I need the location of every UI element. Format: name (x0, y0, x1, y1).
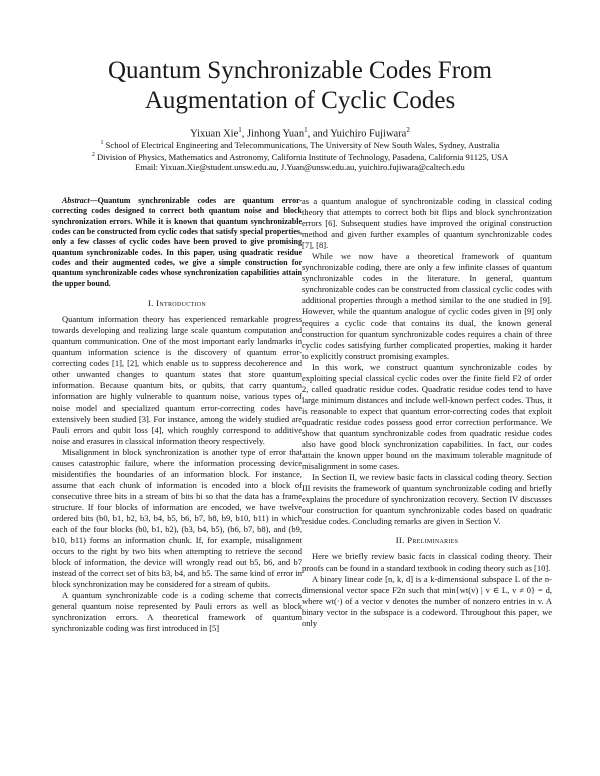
author-2-affil-mark: 1 (304, 126, 308, 134)
author-2: Jinhong Yuan (247, 128, 305, 140)
affiliation-1-mark: 1 (100, 140, 104, 146)
title-line-1: Quantum Synchronizable Codes From (108, 57, 492, 84)
left-column (52, 196, 302, 635)
abstract (52, 196, 302, 289)
intro-paragraph-4: as a quantum analogue of synchronizable coding in classical coding theory that attempts to correct both bit flips and block synchronization errors [6]. Subsequent studies have improved the original construction method and given further examples of quantum synchronizable codes [7], [8]. (302, 196, 552, 251)
affiliation-2-text: Division of Physics, Mathematics and Astronomy, California Institute of Technology, Pasadena, California 91125, USA (94, 151, 509, 162)
author-separator-1: , (241, 128, 247, 140)
author-3-affil-mark: 2 (406, 126, 410, 134)
author-separator-2: , and (307, 128, 331, 140)
intro-paragraph-2: Misalignment in block synchronization is another type of error that causes catastrophic failure, where the information processing device misidentifies the boundaries of an information block. For instance, assume that each chunk of information is encoded into a block of consecutive three bits in a stream of bits bi so that the data has a frame structure. If four blocks of information are encoded, we have twelve ordered bits (b0, b1, b2, b3, b4, b5, b6, b7, b8, b9, b10, b11) in which each of the four blocks (b0, b1, b2), (b3, b4, b5), (b6, b7, b8), and (b9, b10, b11) forms an information chunk. If, for example, misalignment occurs to the right by two bits when attempting to retrieve the second block of information, the device will wrongly read out b5, b6, and b7 instead of the correct set of bits b3, b4, and b5. The same kind of error in block synchronization may be considered for a stream of qubits. (52, 446, 302, 590)
prelim-paragraph-2: A binary linear code [n, k, d] is a k-dimensional subspace L of the n-dimensional vector space F2n such that min{wt(v) | v ∈ L, v ≠ 0} = d, where wt(·) of a vector v denotes the number of nonzero entries in v. A binary vector in the subspace is a codeword. Throughout this paper, we only (302, 573, 552, 628)
affiliation-1 (20, 138, 580, 151)
intro-paragraph-1: Quantum information theory has experienced remarkable progress towards developing and realizing large scale quantum computation and quantum communication. One of the most important early landmarks in quantum information science is the discovery of quantum error-correcting codes [1], [2], which enable us to suppress decoherence and other unwanted changes to quantum states that store quantum information. Because quantum bits, or qubits, that carry quantum information are highly vulnerable to quantum noise, various types of noise model and specialized quantum error-correcting codes have extensively been studied [3]. For instance, among the widely studied are Pauli errors and qubit loss [4], which roughly correspond to additive noise and erasures in classical information theory respectively. (52, 314, 302, 446)
title-line-2: Augmentation of Cyclic Codes (144, 87, 456, 114)
affiliation-1-text: School of Electrical Engineering and Telecommunications, The University of New South Wales, Sydney, Australia (103, 139, 500, 150)
author-3: Yuichiro Fujiwara (330, 128, 407, 140)
abstract-text: —Quantum synchronizable codes are quantum error-correcting codes designed to correct both quantum noise and block synchronization errors. While it is known that quantum synchronizable codes can be constructed from cyclic codes that satisfy special properties, only a few classes of cyclic codes have been proved to give promising quantum synchronizable codes. In this paper, using quadratic residue codes and their augmented codes, we give a simple construction for quantum synchronizable codes whose synchronization capabilities attain the upper bound. (52, 196, 302, 288)
prelim-paragraph-1: Here we briefly review basic facts in classical coding theory. Their proofs can be found in a standard textbook in coding theory such as [10]. (302, 551, 552, 573)
section-heading-preliminaries: II. Preliminaries (395, 535, 459, 546)
affiliation-2-mark: 2 (91, 152, 95, 158)
paper-title (40, 56, 560, 116)
abstract-lead: Abstract (62, 196, 90, 205)
section-heading-introduction: I. Introduction (147, 298, 207, 309)
author-1: Yixuan Xie (190, 128, 239, 140)
intro-paragraph-5: While we now have a theoretical framework of quantum synchronizable coding, there are only a few infinite classes of quantum synchronizable codes in the literature. In general, quantum synchronizable codes can be constructed from classical cyclic codes with additional properties through a method similar to the one studied in [9]. However, while the quantum analogue of cyclic codes given in [9] only requires a cyclic code that contains its dual, the known general construction for quantum synchronizable codes requires a chain of three cyclic codes satisfying further complicated properties, making it harder to explicitly construct promising examples. (302, 251, 552, 361)
intro-paragraph-6: In this work, we construct quantum synchronizable codes by exploiting special classical cyclic codes over the finite field F2 of order 2, called quadratic residue codes. Quadratic residue codes tend to have large minimum distances and include well-known perfect codes. Thus, it is reasonable to expect that quantum error-correcting codes that exploit quadratic residue codes possess good error correction performance. We show that quantum synchronizable codes from quadratic residue codes also have good block synchronization capabilities. In fact, our codes attain the known upper bound on the maximum tolerable magnitude of misalignment in some cases. (302, 361, 552, 472)
author-1-affil-mark: 1 (238, 126, 242, 134)
affiliation-2 (20, 150, 580, 163)
intro-paragraph-7: In Section II, we review basic facts in classical coding theory. Section III revisits the framework of quantum synchronizable coding and briefly explains the procedure of synchronization recovery. Section IV discusses our construction for quantum synchronizable codes based on quadratic residue codes. Concluding remarks are given in Section V. (302, 472, 552, 527)
intro-paragraph-3: A quantum synchronizable code is a coding scheme that corrects general quantum noise represented by Pauli errors as well as block synchronization errors. A theoretical framework of quantum synchronizable coding was first introduced in [5] (52, 590, 302, 634)
right-column (302, 196, 552, 629)
email-line: Email: Yixuan.Xie@student.unsw.edu.au, J.Yuan@unsw.edu.au, yuichiro.fujiwara@caltech.edu (135, 162, 465, 172)
